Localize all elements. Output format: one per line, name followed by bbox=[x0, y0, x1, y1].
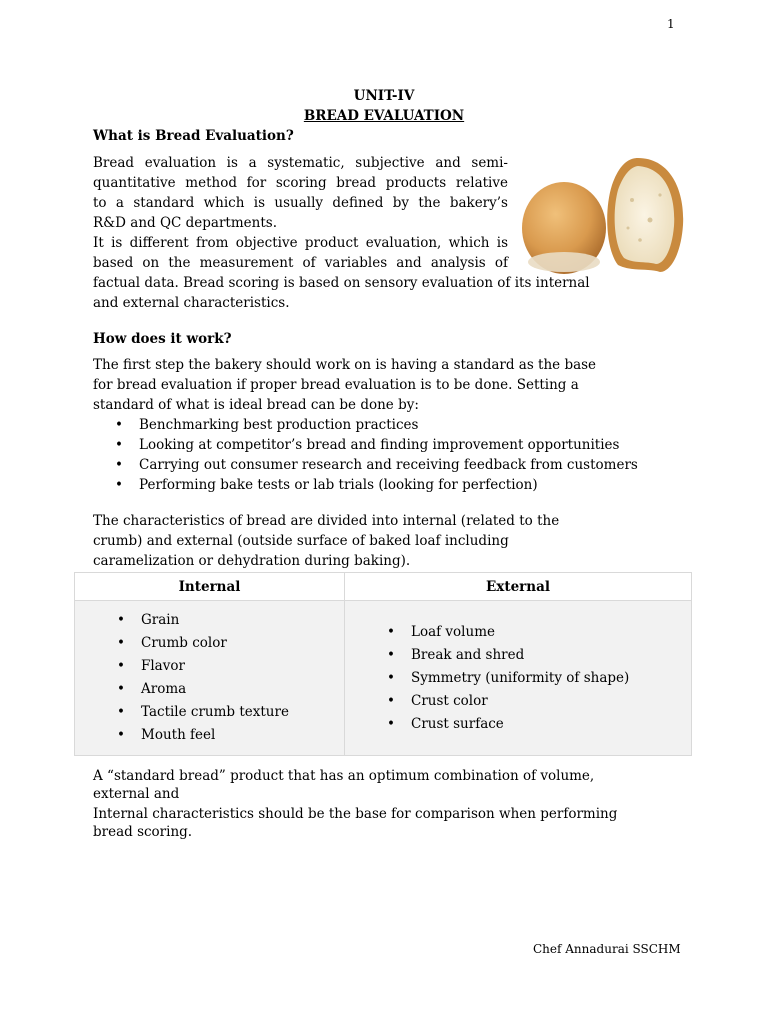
document-subtitle: BREAD EVALUATION bbox=[303, 108, 465, 124]
intro-continuation bbox=[93, 273, 653, 313]
text-line: bread scoring. bbox=[93, 824, 193, 840]
list-item: • Looking at competitor’s bread and finding improvement opportunities bbox=[93, 435, 683, 455]
list-item: • Tactile crumb texture bbox=[75, 701, 344, 724]
intro-line: It is different from objective product evaluation, which is bbox=[93, 235, 508, 251]
list-item: • Benchmarking best production practices bbox=[93, 415, 683, 435]
list-item: • Symmetry (uniformity of shape) bbox=[345, 667, 691, 690]
bread-image bbox=[520, 150, 685, 280]
internal-cell bbox=[75, 601, 345, 756]
text-line: for bread evaluation if proper bread evaluation is to be done. Setting a bbox=[93, 377, 579, 393]
text-line: caramelization or dehydration during baking). bbox=[93, 553, 411, 569]
unit-title: UNIT-IV bbox=[353, 88, 415, 104]
text-line: and external characteristics. bbox=[93, 295, 290, 311]
internal-list bbox=[75, 609, 344, 747]
list-item: • Crust color bbox=[345, 690, 691, 713]
standard-bread-paragraph bbox=[93, 767, 653, 841]
list-item: • Carrying out consumer research and receiving feedback from customers bbox=[93, 455, 683, 475]
list-item: • Performing bake tests or lab trials (looking for perfection) bbox=[93, 475, 683, 495]
text-line: factual data. Bread scoring is based on sensory evaluation of its internal bbox=[93, 275, 590, 291]
list-item: • Flavor bbox=[75, 655, 344, 678]
text-line: A “standard bread” product that has an optimum combination of volume, bbox=[93, 768, 595, 784]
intro-line: Bread evaluation is a systematic, subjective and semi- bbox=[93, 155, 508, 171]
how-it-works-paragraph bbox=[93, 355, 683, 495]
list-item: • Mouth feel bbox=[75, 724, 344, 747]
text-line: Internal characteristics should be the base for comparison when performing bbox=[93, 806, 618, 822]
list-item: • Grain bbox=[75, 609, 344, 632]
text-line: standard of what is ideal bread can be done by: bbox=[93, 397, 419, 413]
text-line: The first step the bakery should work on is having a standard as the base bbox=[93, 357, 597, 373]
list-item: • Break and shred bbox=[345, 644, 691, 667]
characteristics-paragraph bbox=[93, 511, 653, 571]
list-item: • Crust surface bbox=[345, 713, 691, 736]
external-list bbox=[345, 621, 691, 736]
intro-line: to a standard which is usually defined by the bakery’s bbox=[93, 195, 508, 211]
intro-line: based on the measurement of variables and analysis of bbox=[93, 255, 508, 271]
standard-methods-list bbox=[93, 415, 683, 495]
text-line: The characteristics of bread are divided into internal (related to the bbox=[93, 513, 560, 529]
list-item: • Aroma bbox=[75, 678, 344, 701]
page-footer: Chef Annadurai SSCHM bbox=[533, 942, 681, 956]
section-heading-what-is: What is Bread Evaluation? bbox=[93, 128, 294, 144]
external-cell bbox=[345, 601, 692, 756]
page-number: 1 bbox=[667, 17, 675, 31]
text-line: crumb) and external (outside surface of baked loaf including bbox=[93, 533, 509, 549]
characteristics-table bbox=[74, 572, 692, 756]
table-header-internal: Internal bbox=[75, 573, 345, 601]
text-line: external and bbox=[93, 786, 180, 802]
list-item: • Crumb color bbox=[75, 632, 344, 655]
table-header-external: External bbox=[345, 573, 692, 601]
list-item: • Loaf volume bbox=[345, 621, 691, 644]
intro-paragraph bbox=[93, 153, 508, 273]
intro-line: quantitative method for scoring bread products relative bbox=[93, 175, 508, 191]
intro-line: R&D and QC departments. bbox=[93, 215, 277, 231]
section-heading-how-it-works: How does it work? bbox=[93, 331, 232, 347]
